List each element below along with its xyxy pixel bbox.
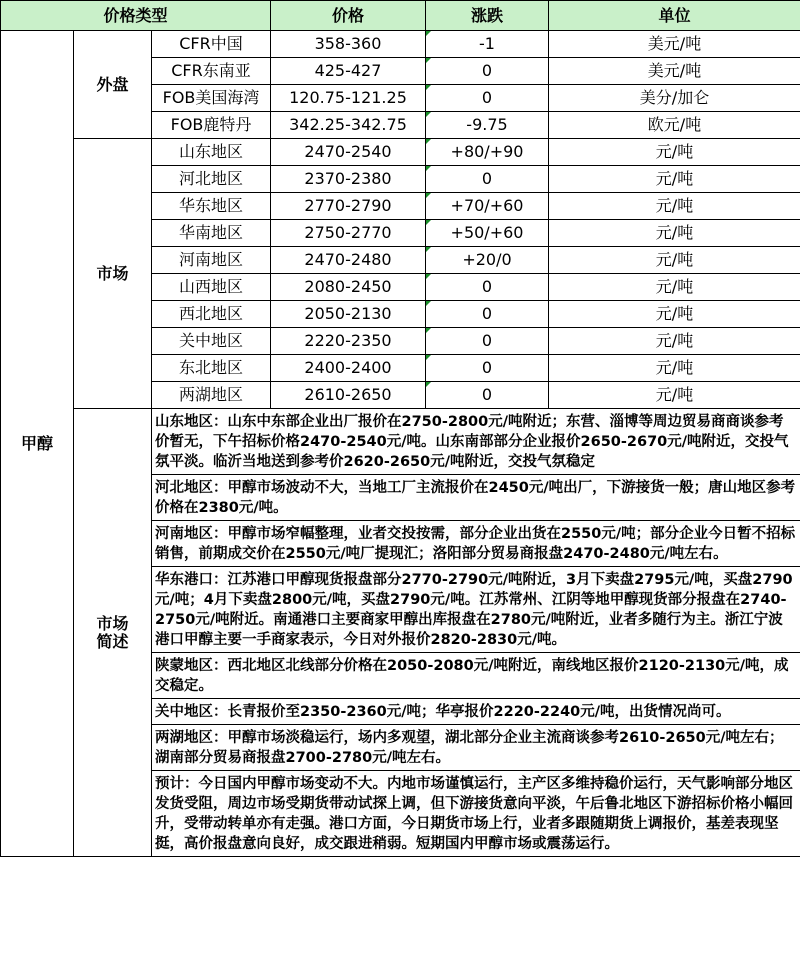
row-name: 华东地区 — [152, 193, 271, 220]
product-name: 甲醇 — [1, 31, 74, 857]
row-unit: 元/吨 — [549, 139, 800, 166]
row-change: 0 — [426, 274, 549, 301]
row-unit: 元/吨 — [549, 193, 800, 220]
row-price: 2370-2380 — [271, 166, 426, 193]
row-change: -1 — [426, 31, 549, 58]
row-unit: 元/吨 — [549, 328, 800, 355]
row-change: -9.75 — [426, 112, 549, 139]
row-price: 2050-2130 — [271, 301, 426, 328]
row-price: 425-427 — [271, 58, 426, 85]
header-row — [1, 1, 800, 31]
section-market: 市场 — [74, 139, 152, 409]
row-name: 关中地区 — [152, 328, 271, 355]
header-change: 涨跌 — [426, 1, 549, 31]
row-name: CFR东南亚 — [152, 58, 271, 85]
row-name: 山东地区 — [152, 139, 271, 166]
row-unit: 元/吨 — [549, 220, 800, 247]
row-name: 山西地区 — [152, 274, 271, 301]
summary-forecast: 预计：今日国内甲醇市场变动不大。内地市场谨慎运行，主产区多维持稳价运行，天气影响部分地区发货受阻，周边市场受期货带动试探上调，但下游接货意向平淡，午后鲁北地区下游招标价格小幅回升，受带动转单亦有走强。港口方面，今日期货市场上行，业者多跟随期货上调报价，基差表现坚挺，高价报盘意向良好，成交跟进稍弱。短期国内甲醇市场或震荡运行。 — [155, 776, 793, 852]
row-unit: 元/吨 — [549, 301, 800, 328]
row-price: 342.25-342.75 — [271, 112, 426, 139]
summary-cell — [152, 409, 800, 857]
row-name: 华南地区 — [152, 220, 271, 247]
row-change: 0 — [426, 382, 549, 409]
table-row — [1, 31, 800, 58]
summary-shaanmeng: 陕蒙地区：西北地区北线部分价格在2050-2080元/吨附近，南线地区报价2120-2130元/吨，成交稳定。 — [152, 653, 800, 699]
summary-guanzhong: 关中地区：长青报价至2350-2360元/吨；华亭报价2220-2240元/吨，出货情况尚可。 — [152, 699, 800, 725]
row-change: 0 — [426, 85, 549, 112]
row-price: 2610-2650 — [271, 382, 426, 409]
table-row — [1, 139, 800, 166]
summary-lianghu: 两湖地区：甲醇市场淡稳运行，场内多观望，湖北部分企业主流商谈参考2610-2650元/吨左右；湖南部分贸易商报盘2700-2780元/吨左右。 — [152, 725, 800, 771]
row-change: 0 — [426, 58, 549, 85]
row-change: 0 — [426, 166, 549, 193]
row-price: 2400-2400 — [271, 355, 426, 382]
row-price: 358-360 — [271, 31, 426, 58]
row-price: 2080-2450 — [271, 274, 426, 301]
row-price: 2470-2480 — [271, 247, 426, 274]
row-unit: 美元/吨 — [549, 31, 800, 58]
row-change: 0 — [426, 355, 549, 382]
header-type: 价格类型 — [1, 1, 271, 31]
row-price: 2470-2540 — [271, 139, 426, 166]
row-name: 河北地区 — [152, 166, 271, 193]
summary-hebei: 河北地区：甲醇市场波动不大，当地工厂主流报价在2450元/吨出厂，下游接货一般；唐山地区参考价格在2380元/吨。 — [152, 475, 800, 521]
row-price: 2220-2350 — [271, 328, 426, 355]
row-unit: 美元/吨 — [549, 58, 800, 85]
row-name: 河南地区 — [152, 247, 271, 274]
row-price: 2770-2790 — [271, 193, 426, 220]
row-unit: 美分/加仑 — [549, 85, 800, 112]
row-name: FOB美国海湾 — [152, 85, 271, 112]
row-change: +80/+90 — [426, 139, 549, 166]
row-unit: 元/吨 — [549, 382, 800, 409]
header-unit: 单位 — [549, 1, 800, 31]
row-unit: 欧元/吨 — [549, 112, 800, 139]
summary-row — [1, 409, 800, 857]
row-change: 0 — [426, 328, 549, 355]
row-unit: 元/吨 — [549, 274, 800, 301]
row-change: +20/0 — [426, 247, 549, 274]
row-change: 0 — [426, 301, 549, 328]
summary-shandong: 山东地区：山东中东部企业出厂报价在2750-2800元/吨附近；东营、淄博等周边贸易商商谈参考价暂无，下午招标价格2470-2540元/吨。山东南部部分企业报价2650-2670元/吨附近，交投气氛平淡。临沂当地送到参考价2620-2650元/吨附近，交投气氛稳定 — [152, 409, 800, 475]
section-waipan: 外盘 — [74, 31, 152, 139]
row-unit: 元/吨 — [549, 166, 800, 193]
section-summary: 市场 简述 — [74, 409, 152, 857]
row-name: 西北地区 — [152, 301, 271, 328]
row-change: +50/+60 — [426, 220, 549, 247]
row-name: CFR中国 — [152, 31, 271, 58]
row-name: FOB鹿特丹 — [152, 112, 271, 139]
row-unit: 元/吨 — [549, 247, 800, 274]
row-unit: 元/吨 — [549, 355, 800, 382]
row-price: 120.75-121.25 — [271, 85, 426, 112]
row-name: 东北地区 — [152, 355, 271, 382]
row-change: +70/+60 — [426, 193, 549, 220]
row-name: 两湖地区 — [152, 382, 271, 409]
row-price: 2750-2770 — [271, 220, 426, 247]
header-price: 价格 — [271, 1, 426, 31]
summary-huadong-port: 华东港口：江苏港口甲醇现货报盘部分2770-2790元/吨附近，3月下卖盘2795元/吨，买盘2790元/吨；4月下卖盘2800元/吨，买盘2790元/吨。江苏常州、江阴等地甲醇现货部分报盘在2740-2750元/吨附近。南通港口主要商家甲醇出库报盘在2780元/吨附近，业者多随行为主。浙江宁波港口甲醇主要一手商家表示，今日对外报价2820-2830元/吨。 — [152, 567, 800, 653]
summary-henan: 河南地区：甲醇市场窄幅整理，业者交投按需，部分企业出货在2550元/吨；部分企业今日暂不招标销售，前期成交价在2550元/吨厂提现汇；洛阳部分贸易商报盘2470-2480元/吨左右。 — [152, 521, 800, 567]
